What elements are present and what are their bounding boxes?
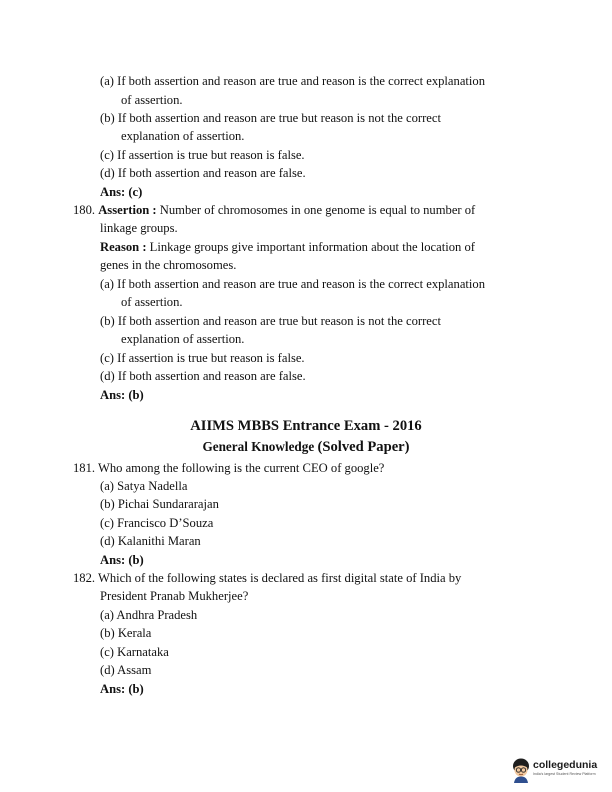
q179-option-a-line1: (a) If both assertion and reason are true and reason is the correct explanation	[100, 74, 485, 88]
student-mascot-icon	[510, 757, 532, 783]
q182-option-c: (c) Karnataka	[100, 645, 169, 659]
section-subtitle-main: General Knowledge	[202, 439, 318, 454]
q180-assertion-text: Number of chromosomes in one genome is equal to number of	[156, 203, 476, 217]
q179-option-b-line1: (b) If both assertion and reason are true but reason is not the correct	[100, 111, 441, 125]
section-title: AIIMS MBBS Entrance Exam - 2016	[190, 418, 422, 434]
q182-option-a: (a) Andhra Pradesh	[100, 608, 198, 622]
q181-option-b: (b) Pichai Sundararajan	[100, 497, 219, 511]
q180-option-b-line2: explanation of assertion.	[121, 332, 245, 346]
q180-assertion-line2: linkage groups.	[100, 221, 178, 235]
section-subtitle-solved: (Solved Paper)	[317, 439, 410, 455]
q182-question-line1: 182. Which of the following states is declared as first digital state of India by	[73, 571, 462, 585]
q181-option-d: (d) Kalanithi Maran	[100, 534, 201, 548]
q182-option-d: (d) Assam	[100, 663, 152, 677]
q180-reason-line1	[100, 240, 475, 254]
q181-answer: Ans: (b)	[100, 553, 144, 567]
q181-option-a: (a) Satya Nadella	[100, 479, 188, 493]
q179-option-a-line2: of assertion.	[121, 93, 183, 107]
q180-option-a-line2: of assertion.	[121, 295, 183, 309]
q179-answer: Ans: (c)	[100, 185, 143, 199]
q182-option-b: (b) Kerala	[100, 626, 152, 640]
q180-assertion-line1	[73, 203, 475, 217]
q180-option-b-line1: (b) If both assertion and reason are true but reason is not the correct	[100, 314, 441, 328]
q180-option-a-line1: (a) If both assertion and reason are true and reason is the correct explanation	[100, 277, 485, 291]
q179-option-d: (d) If both assertion and reason are false.	[100, 166, 306, 180]
q182-answer: Ans: (b)	[100, 682, 144, 696]
q180-reason-text: Linkage groups give important information about the location of	[146, 240, 475, 254]
q180-option-d: (d) If both assertion and reason are false.	[100, 369, 306, 383]
logo-tagline: India's largest Student Review Platform	[533, 772, 596, 776]
q181-option-c: (c) Francisco D’Souza	[100, 516, 214, 530]
q180-number: 180.	[73, 203, 96, 217]
q182-question-line2: President Pranab Mukherjee?	[100, 589, 249, 603]
q179-option-c: (c) If assertion is true but reason is false.	[100, 148, 305, 162]
q179-option-b-line2: explanation of assertion.	[121, 129, 245, 143]
q180-option-c: (c) If assertion is true but reason is false.	[100, 351, 305, 365]
q181-question: 181. Who among the following is the current CEO of google?	[73, 461, 385, 475]
q180-reason-line2: genes in the chromosomes.	[100, 258, 237, 272]
q180-answer: Ans: (b)	[100, 388, 144, 402]
collegedunia-logo[interactable]	[510, 755, 610, 785]
section-subtitle	[0, 440, 612, 454]
q180-reason-label: Reason :	[100, 240, 147, 254]
logo-wordmark: collegedunia	[533, 759, 598, 771]
q180-assertion-label: Assertion :	[98, 203, 157, 217]
